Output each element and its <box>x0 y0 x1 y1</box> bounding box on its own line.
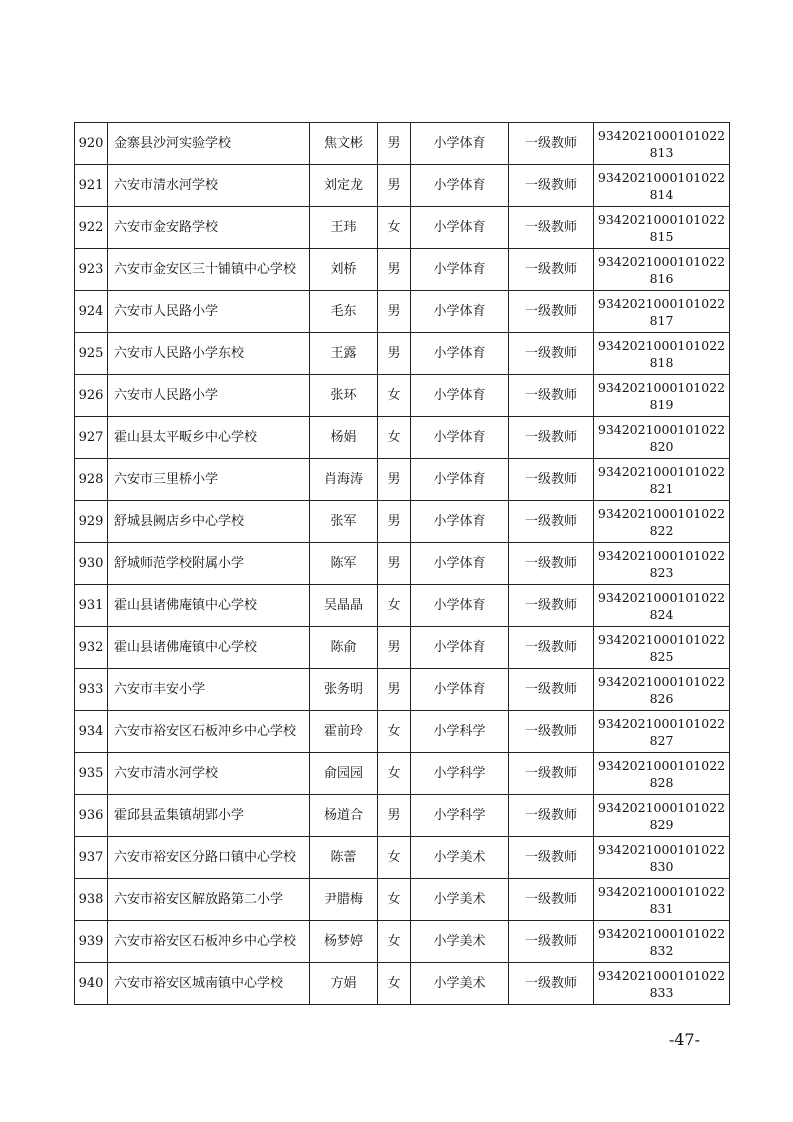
certificate-code-cell: 9342021000101022833 <box>594 963 730 1005</box>
subject-cell: 小学科学 <box>411 711 509 753</box>
subject-cell: 小学体育 <box>411 459 509 501</box>
subject-cell: 小学体育 <box>411 669 509 711</box>
row-number-cell: 920 <box>75 123 108 165</box>
subject-cell: 小学科学 <box>411 753 509 795</box>
job-title-cell: 一级教师 <box>509 669 594 711</box>
row-number-cell: 934 <box>75 711 108 753</box>
certificate-code-cell: 9342021000101022829 <box>594 795 730 837</box>
table-row <box>75 921 730 963</box>
job-title-cell: 一级教师 <box>509 417 594 459</box>
table-row <box>75 165 730 207</box>
school-cell: 霍山县诸佛庵镇中心学校 <box>108 627 310 669</box>
school-cell: 六安市人民路小学东校 <box>108 333 310 375</box>
subject-cell: 小学体育 <box>411 417 509 459</box>
job-title-cell: 一级教师 <box>509 459 594 501</box>
row-number-cell: 924 <box>75 291 108 333</box>
row-number-cell: 938 <box>75 879 108 921</box>
job-title-cell: 一级教师 <box>509 207 594 249</box>
school-cell: 六安市三里桥小学 <box>108 459 310 501</box>
teacher-name-cell: 张军 <box>310 501 378 543</box>
job-title-cell: 一级教师 <box>509 963 594 1005</box>
table-row <box>75 291 730 333</box>
row-number-cell: 922 <box>75 207 108 249</box>
row-number-cell: 932 <box>75 627 108 669</box>
row-number-cell: 931 <box>75 585 108 627</box>
school-cell: 六安市丰安小学 <box>108 669 310 711</box>
gender-cell: 女 <box>378 585 411 627</box>
teacher-name-cell: 肖海涛 <box>310 459 378 501</box>
table-row <box>75 753 730 795</box>
table-row <box>75 627 730 669</box>
school-cell: 六安市裕安区城南镇中心学校 <box>108 963 310 1005</box>
row-number-cell: 935 <box>75 753 108 795</box>
subject-cell: 小学体育 <box>411 375 509 417</box>
certificate-code-cell: 9342021000101022818 <box>594 333 730 375</box>
row-number-cell: 939 <box>75 921 108 963</box>
certificate-code-cell: 9342021000101022823 <box>594 543 730 585</box>
subject-cell: 小学美术 <box>411 963 509 1005</box>
table-row <box>75 711 730 753</box>
job-title-cell: 一级教师 <box>509 879 594 921</box>
table-row <box>75 459 730 501</box>
school-cell: 舒城师范学校附属小学 <box>108 543 310 585</box>
teacher-name-cell: 杨娟 <box>310 417 378 459</box>
row-number-cell: 926 <box>75 375 108 417</box>
gender-cell: 女 <box>378 837 411 879</box>
teacher-name-cell: 张务明 <box>310 669 378 711</box>
certificate-code-cell: 9342021000101022830 <box>594 837 730 879</box>
subject-cell: 小学体育 <box>411 123 509 165</box>
teacher-name-cell: 张环 <box>310 375 378 417</box>
gender-cell: 男 <box>378 333 411 375</box>
certificate-code-cell: 9342021000101022824 <box>594 585 730 627</box>
roster-body <box>75 123 730 1005</box>
certificate-code-cell: 9342021000101022816 <box>594 249 730 291</box>
table-row <box>75 417 730 459</box>
job-title-cell: 一级教师 <box>509 165 594 207</box>
job-title-cell: 一级教师 <box>509 585 594 627</box>
certificate-code-cell: 9342021000101022821 <box>594 459 730 501</box>
row-number-cell: 927 <box>75 417 108 459</box>
teacher-name-cell: 杨梦婷 <box>310 921 378 963</box>
table-row <box>75 543 730 585</box>
job-title-cell: 一级教师 <box>509 123 594 165</box>
school-cell: 舒城县阙店乡中心学校 <box>108 501 310 543</box>
school-cell: 六安市裕安区解放路第二小学 <box>108 879 310 921</box>
row-number-cell: 936 <box>75 795 108 837</box>
subject-cell: 小学科学 <box>411 795 509 837</box>
subject-cell: 小学体育 <box>411 291 509 333</box>
teacher-name-cell: 霍前玲 <box>310 711 378 753</box>
table-row <box>75 669 730 711</box>
certificate-code-cell: 9342021000101022827 <box>594 711 730 753</box>
table-row <box>75 837 730 879</box>
gender-cell: 男 <box>378 291 411 333</box>
certificate-code-cell: 9342021000101022826 <box>594 669 730 711</box>
table-row <box>75 879 730 921</box>
school-cell: 六安市裕安区分路口镇中心学校 <box>108 837 310 879</box>
gender-cell: 女 <box>378 375 411 417</box>
gender-cell: 女 <box>378 753 411 795</box>
school-cell: 霍山县太平畈乡中心学校 <box>108 417 310 459</box>
teacher-name-cell: 陈军 <box>310 543 378 585</box>
subject-cell: 小学体育 <box>411 165 509 207</box>
table-row <box>75 963 730 1005</box>
job-title-cell: 一级教师 <box>509 837 594 879</box>
row-number-cell: 921 <box>75 165 108 207</box>
teacher-name-cell: 俞园园 <box>310 753 378 795</box>
gender-cell: 女 <box>378 711 411 753</box>
row-number-cell: 933 <box>75 669 108 711</box>
teacher-name-cell: 王玮 <box>310 207 378 249</box>
certificate-code-cell: 9342021000101022831 <box>594 879 730 921</box>
job-title-cell: 一级教师 <box>509 753 594 795</box>
table-row <box>75 123 730 165</box>
gender-cell: 男 <box>378 627 411 669</box>
certificate-code-cell: 9342021000101022813 <box>594 123 730 165</box>
job-title-cell: 一级教师 <box>509 543 594 585</box>
subject-cell: 小学体育 <box>411 333 509 375</box>
job-title-cell: 一级教师 <box>509 291 594 333</box>
gender-cell: 男 <box>378 795 411 837</box>
certificate-code-cell: 9342021000101022815 <box>594 207 730 249</box>
row-number-cell: 937 <box>75 837 108 879</box>
subject-cell: 小学体育 <box>411 207 509 249</box>
subject-cell: 小学美术 <box>411 879 509 921</box>
subject-cell: 小学体育 <box>411 627 509 669</box>
school-cell: 六安市清水河学校 <box>108 753 310 795</box>
subject-cell: 小学体育 <box>411 585 509 627</box>
subject-cell: 小学体育 <box>411 249 509 291</box>
job-title-cell: 一级教师 <box>509 921 594 963</box>
gender-cell: 女 <box>378 207 411 249</box>
row-number-cell: 940 <box>75 963 108 1005</box>
teacher-name-cell: 焦文彬 <box>310 123 378 165</box>
teacher-roster-table <box>74 122 730 1005</box>
row-number-cell: 923 <box>75 249 108 291</box>
job-title-cell: 一级教师 <box>509 333 594 375</box>
gender-cell: 女 <box>378 417 411 459</box>
teacher-name-cell: 杨道合 <box>310 795 378 837</box>
job-title-cell: 一级教师 <box>509 249 594 291</box>
teacher-name-cell: 刘定龙 <box>310 165 378 207</box>
school-cell: 霍邱县孟集镇胡郢小学 <box>108 795 310 837</box>
teacher-name-cell: 刘桥 <box>310 249 378 291</box>
gender-cell: 男 <box>378 123 411 165</box>
job-title-cell: 一级教师 <box>509 711 594 753</box>
gender-cell: 男 <box>378 543 411 585</box>
teacher-name-cell: 陈俞 <box>310 627 378 669</box>
gender-cell: 女 <box>378 921 411 963</box>
row-number-cell: 930 <box>75 543 108 585</box>
teacher-name-cell: 王露 <box>310 333 378 375</box>
gender-cell: 男 <box>378 669 411 711</box>
gender-cell: 男 <box>378 249 411 291</box>
job-title-cell: 一级教师 <box>509 795 594 837</box>
page-number: -47- <box>668 1030 700 1049</box>
certificate-code-cell: 9342021000101022814 <box>594 165 730 207</box>
gender-cell: 女 <box>378 963 411 1005</box>
teacher-name-cell: 方娟 <box>310 963 378 1005</box>
school-cell: 金寨县沙河实验学校 <box>108 123 310 165</box>
certificate-code-cell: 9342021000101022832 <box>594 921 730 963</box>
school-cell: 六安市裕安区石板冲乡中心学校 <box>108 711 310 753</box>
row-number-cell: 925 <box>75 333 108 375</box>
school-cell: 六安市人民路小学 <box>108 291 310 333</box>
subject-cell: 小学美术 <box>411 921 509 963</box>
table-row <box>75 795 730 837</box>
table-row <box>75 249 730 291</box>
subject-cell: 小学美术 <box>411 837 509 879</box>
row-number-cell: 928 <box>75 459 108 501</box>
row-number-cell: 929 <box>75 501 108 543</box>
school-cell: 霍山县诸佛庵镇中心学校 <box>108 585 310 627</box>
gender-cell: 男 <box>378 459 411 501</box>
teacher-name-cell: 毛东 <box>310 291 378 333</box>
certificate-code-cell: 9342021000101022822 <box>594 501 730 543</box>
table-row <box>75 207 730 249</box>
certificate-code-cell: 9342021000101022817 <box>594 291 730 333</box>
school-cell: 六安市裕安区石板冲乡中心学校 <box>108 921 310 963</box>
certificate-code-cell: 9342021000101022820 <box>594 417 730 459</box>
job-title-cell: 一级教师 <box>509 501 594 543</box>
table-row <box>75 501 730 543</box>
table-row <box>75 585 730 627</box>
certificate-code-cell: 9342021000101022828 <box>594 753 730 795</box>
job-title-cell: 一级教师 <box>509 375 594 417</box>
gender-cell: 男 <box>378 165 411 207</box>
job-title-cell: 一级教师 <box>509 627 594 669</box>
subject-cell: 小学体育 <box>411 543 509 585</box>
school-cell: 六安市清水河学校 <box>108 165 310 207</box>
teacher-name-cell: 陈蕾 <box>310 837 378 879</box>
school-cell: 六安市金安区三十铺镇中心学校 <box>108 249 310 291</box>
gender-cell: 女 <box>378 879 411 921</box>
gender-cell: 男 <box>378 501 411 543</box>
teacher-name-cell: 吴晶晶 <box>310 585 378 627</box>
certificate-code-cell: 9342021000101022825 <box>594 627 730 669</box>
school-cell: 六安市人民路小学 <box>108 375 310 417</box>
school-cell: 六安市金安路学校 <box>108 207 310 249</box>
subject-cell: 小学体育 <box>411 501 509 543</box>
table-row <box>75 375 730 417</box>
certificate-code-cell: 9342021000101022819 <box>594 375 730 417</box>
teacher-name-cell: 尹腊梅 <box>310 879 378 921</box>
table-row <box>75 333 730 375</box>
